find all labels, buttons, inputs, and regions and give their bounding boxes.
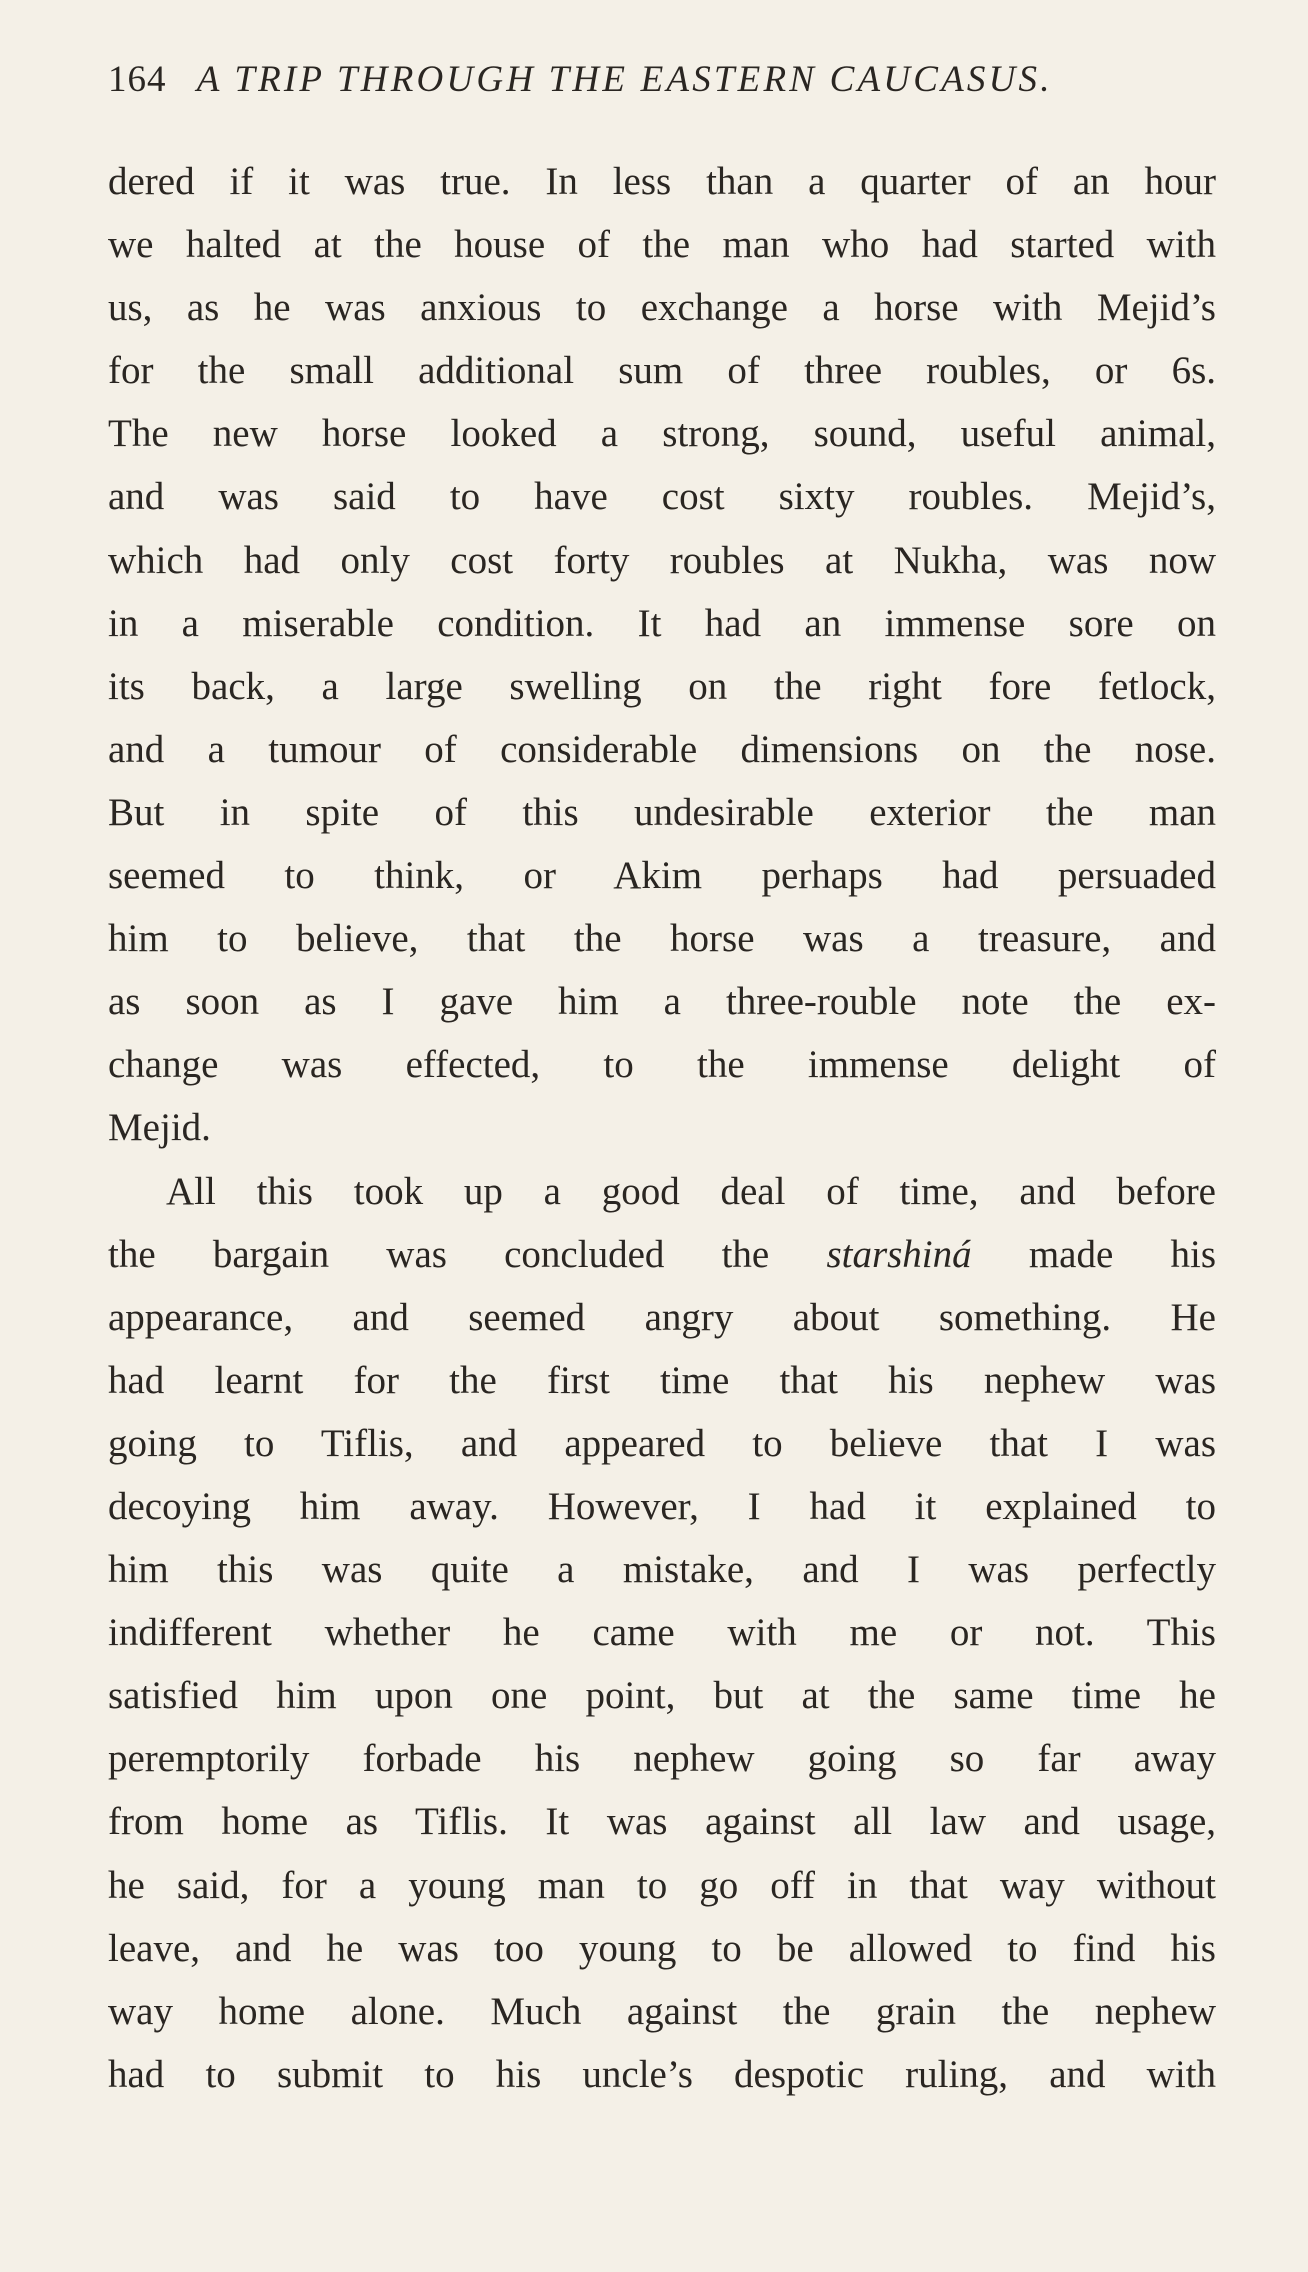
text-line-with-italic: [108, 1223, 1216, 1286]
text-line: which had only cost forty roubles at Nukha, was now: [108, 538, 1216, 582]
text-line: from home as Tiflis. It was against all law and usage,: [108, 1800, 1216, 1844]
text-line: in a miserable condition. It had an immense sore on: [108, 601, 1216, 645]
text-line: him this was quite a mistake, and I was perfectly: [108, 1548, 1216, 1592]
text-fragment: made his: [1028, 1232, 1217, 1276]
text-line: way home alone. Much against the grain the nephew: [108, 1989, 1216, 2033]
paragraph-start-line: All this took up a good deal of time, and before: [166, 1169, 1216, 1213]
running-title: A TRIP THROUGH THE EASTERN CAUCASUS.: [196, 59, 1053, 100]
text-line: and was said to have cost sixty roubles. Mejid’s,: [108, 475, 1216, 519]
text-line: change was effected, to the immense delight of: [108, 1043, 1216, 1087]
text-line: satisfied him upon one point, but at the same time he: [108, 1674, 1216, 1718]
text-line: going to Tiflis, and appeared to believe that I was: [108, 1421, 1216, 1465]
text-line: its back, a large swelling on the right fore fetlock,: [108, 664, 1216, 708]
italic-foreign-word: starshiná: [826, 1232, 972, 1276]
text-line: dered if it was true. In less than a quarter of an hour: [108, 160, 1216, 203]
text-line: we halted at the house of the man who had started with: [108, 223, 1216, 267]
text-line: appearance, and seemed angry about something. He: [108, 1295, 1216, 1339]
text-line: him to believe, that the horse was a treasure, and: [108, 917, 1216, 961]
body-text: [108, 150, 1216, 2106]
text-line: But in spite of this undesirable exterior the man: [108, 790, 1216, 834]
page-number: 164: [108, 59, 167, 100]
text-line: and a tumour of considerable dimensions on the nose.: [108, 727, 1216, 771]
text-line: he said, for a young man to go off in that way without: [108, 1863, 1216, 1907]
running-head: [108, 58, 1208, 118]
text-line: us, as he was anxious to exchange a horse with Mejid’s: [108, 286, 1216, 330]
text-line: indifferent whether he came with me or not. This: [108, 1611, 1216, 1655]
text-line: leave, and he was too young to be allowed to find his: [108, 1926, 1216, 1970]
text-line: for the small additional sum of three roubles, or 6s.: [108, 349, 1216, 393]
text-line: Mejid.: [108, 1106, 211, 1150]
text-line: The new horse looked a strong, sound, useful animal,: [108, 412, 1216, 456]
text-line: peremptorily forbade his nephew going so far away: [108, 1737, 1216, 1781]
text-line: had learnt for the first time that his nephew was: [108, 1358, 1216, 1402]
text-line: seemed to think, or Akim perhaps had persuaded: [108, 854, 1216, 898]
text-fragment: the bargain was concluded the: [108, 1232, 770, 1276]
text-line: as soon as I gave him a three-rouble note the ex-: [108, 980, 1216, 1024]
text-line: decoying him away. However, I had it explained to: [108, 1484, 1216, 1528]
text-line: had to submit to his uncle’s despotic ruling, and with: [108, 2052, 1216, 2096]
